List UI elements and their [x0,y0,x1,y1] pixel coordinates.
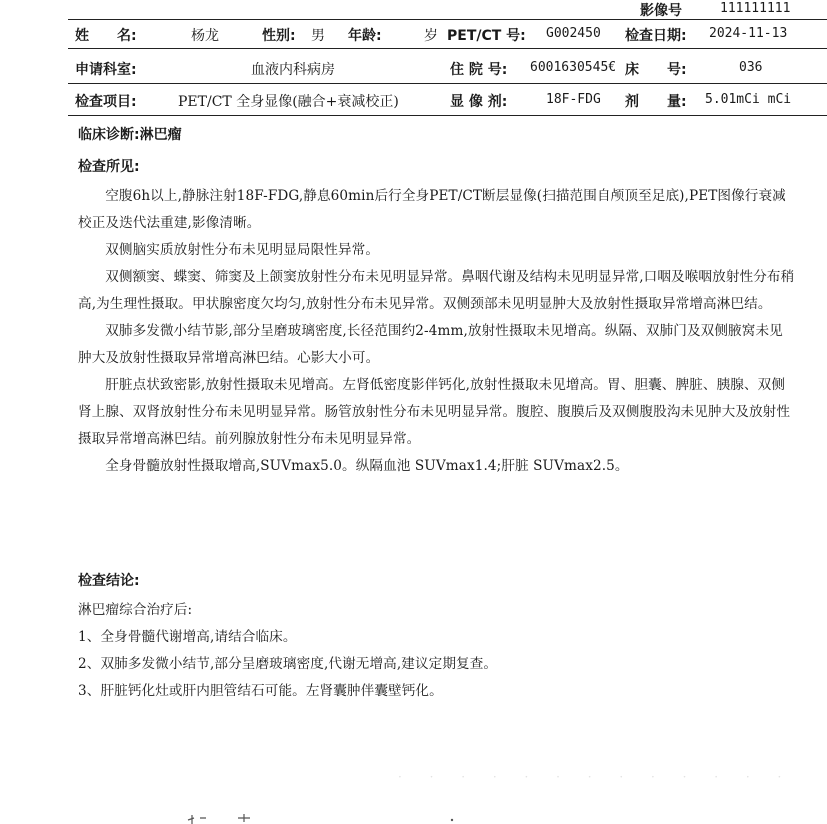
age-label: 年龄: [348,28,382,44]
conclusion-title: 检查结论: [78,573,140,589]
image-no-label: 影像号 [640,3,682,19]
findings-paragraph: 肝脏点状致密影,放射性摄取未见增高。左肾低密度影伴钙化,放射性摄取未见增高。胃、胆囊、脾脏、胰腺、双侧肾上腺、双肾放射性分布未见明显异常。肠管放射性分布未见明显异常。腹腔、腹膜后及双侧腹股沟未见肿大及放射性摄取异常增高淋巴结。前列腺放射性分布未见明显异常。 [78,377,791,447]
exam-date-label: 检查日期: [625,28,687,44]
divider-row2 [68,83,827,84]
name-label: 姓 名: [75,28,137,44]
findings-body [78,183,796,480]
findings-paragraph: 双肺多发微小结节影,部分呈磨玻璃密度,长径范围约2-4mm,放射性摄取未见增高。纵隔、双肺门及双侧腋窝未见肿大及放射性摄取异常增高淋巴结。心影大小可。 [78,323,783,366]
findings-paragraph: 双侧额窦、蝶窦、筛窦及上颌窦放射性分布未见明显异常。鼻咽代谢及结构未见明显异常,口咽及喉咽放射性分布稍高,为生理性摄取。甲状腺密度欠均匀,放射性分布未见异常。双侧颈部未见明显肿大及放射性摄取异常增高淋巴结。 [78,269,795,312]
conclusion-item: 2、双肺多发微小结节,部分呈磨玻璃密度,代谢无增高,建议定期复查。 [78,656,498,672]
divider-top [68,19,827,20]
inpatient-value: 6001630545€ [530,60,617,75]
diagnosis-value: 淋巴瘤 [139,127,182,143]
petct-no-value: G002450 [546,26,601,41]
conclusion-intro: 淋巴瘤综合治疗后: [78,602,193,618]
signature-strokes [180,812,480,824]
findings-paragraph: 全身骨髓放射性摄取增高,SUVmax5.0。纵隔血池 SUVmax1.4;肝脏 SUVmax2.5。 [105,458,629,474]
exam-date-value: 2024-11-13 [709,26,788,41]
findings-title: 检查所见: [78,159,140,175]
findings-paragraph: 空腹6h以上,静脉注射18F-FDG,静息60min后行全身PET/CT断层显像(扫描范围自颅顶至足底),PET图像行衰减校正及迭代法重建,影像清晰。 [78,188,786,231]
age-value: 岁 [424,28,438,44]
gender-value: 男 [311,28,325,44]
bed-label: 床 号: [625,62,687,78]
exam-item-label: 检查项目: [75,94,137,110]
exam-item-value: PET/CT 全身显像(融合+衰减校正) [178,94,399,110]
diagnosis-line [78,124,182,144]
dose-label: 剂 量: [625,94,687,110]
divider-row1 [68,48,827,49]
dose-value: 5.01mCi mCi [705,92,792,107]
image-no-value: 111111111 [720,1,791,16]
conclusion-body [78,597,796,705]
inpatient-label: 住 院 号: [450,62,508,78]
name-value: 杨龙 [191,28,219,44]
dept-label: 申请科室: [75,62,137,78]
tracer-label: 显 像 剂: [450,94,508,110]
dept-value: 血液内科病房 [251,62,335,78]
bed-value: 036 [739,60,763,75]
divider-row3 [68,115,827,116]
faint-watermark: · · · · · · · · · · · · · [398,770,794,784]
conclusion-item: 3、肝脏钙化灶或肝内胆管结石可能。左肾囊肿伴囊壁钙化。 [78,683,443,699]
petct-no-label: PET/CT 号: [447,28,526,44]
tracer-value: 18F-FDG [546,92,601,107]
gender-label: 性别: [262,28,296,44]
findings-paragraph: 双侧脑实质放射性分布未见明显局限性异常。 [105,242,380,258]
conclusion-item: 1、全身骨髓代谢增高,请结合临床。 [78,629,297,645]
diagnosis-label: 临床诊断: [78,127,140,143]
